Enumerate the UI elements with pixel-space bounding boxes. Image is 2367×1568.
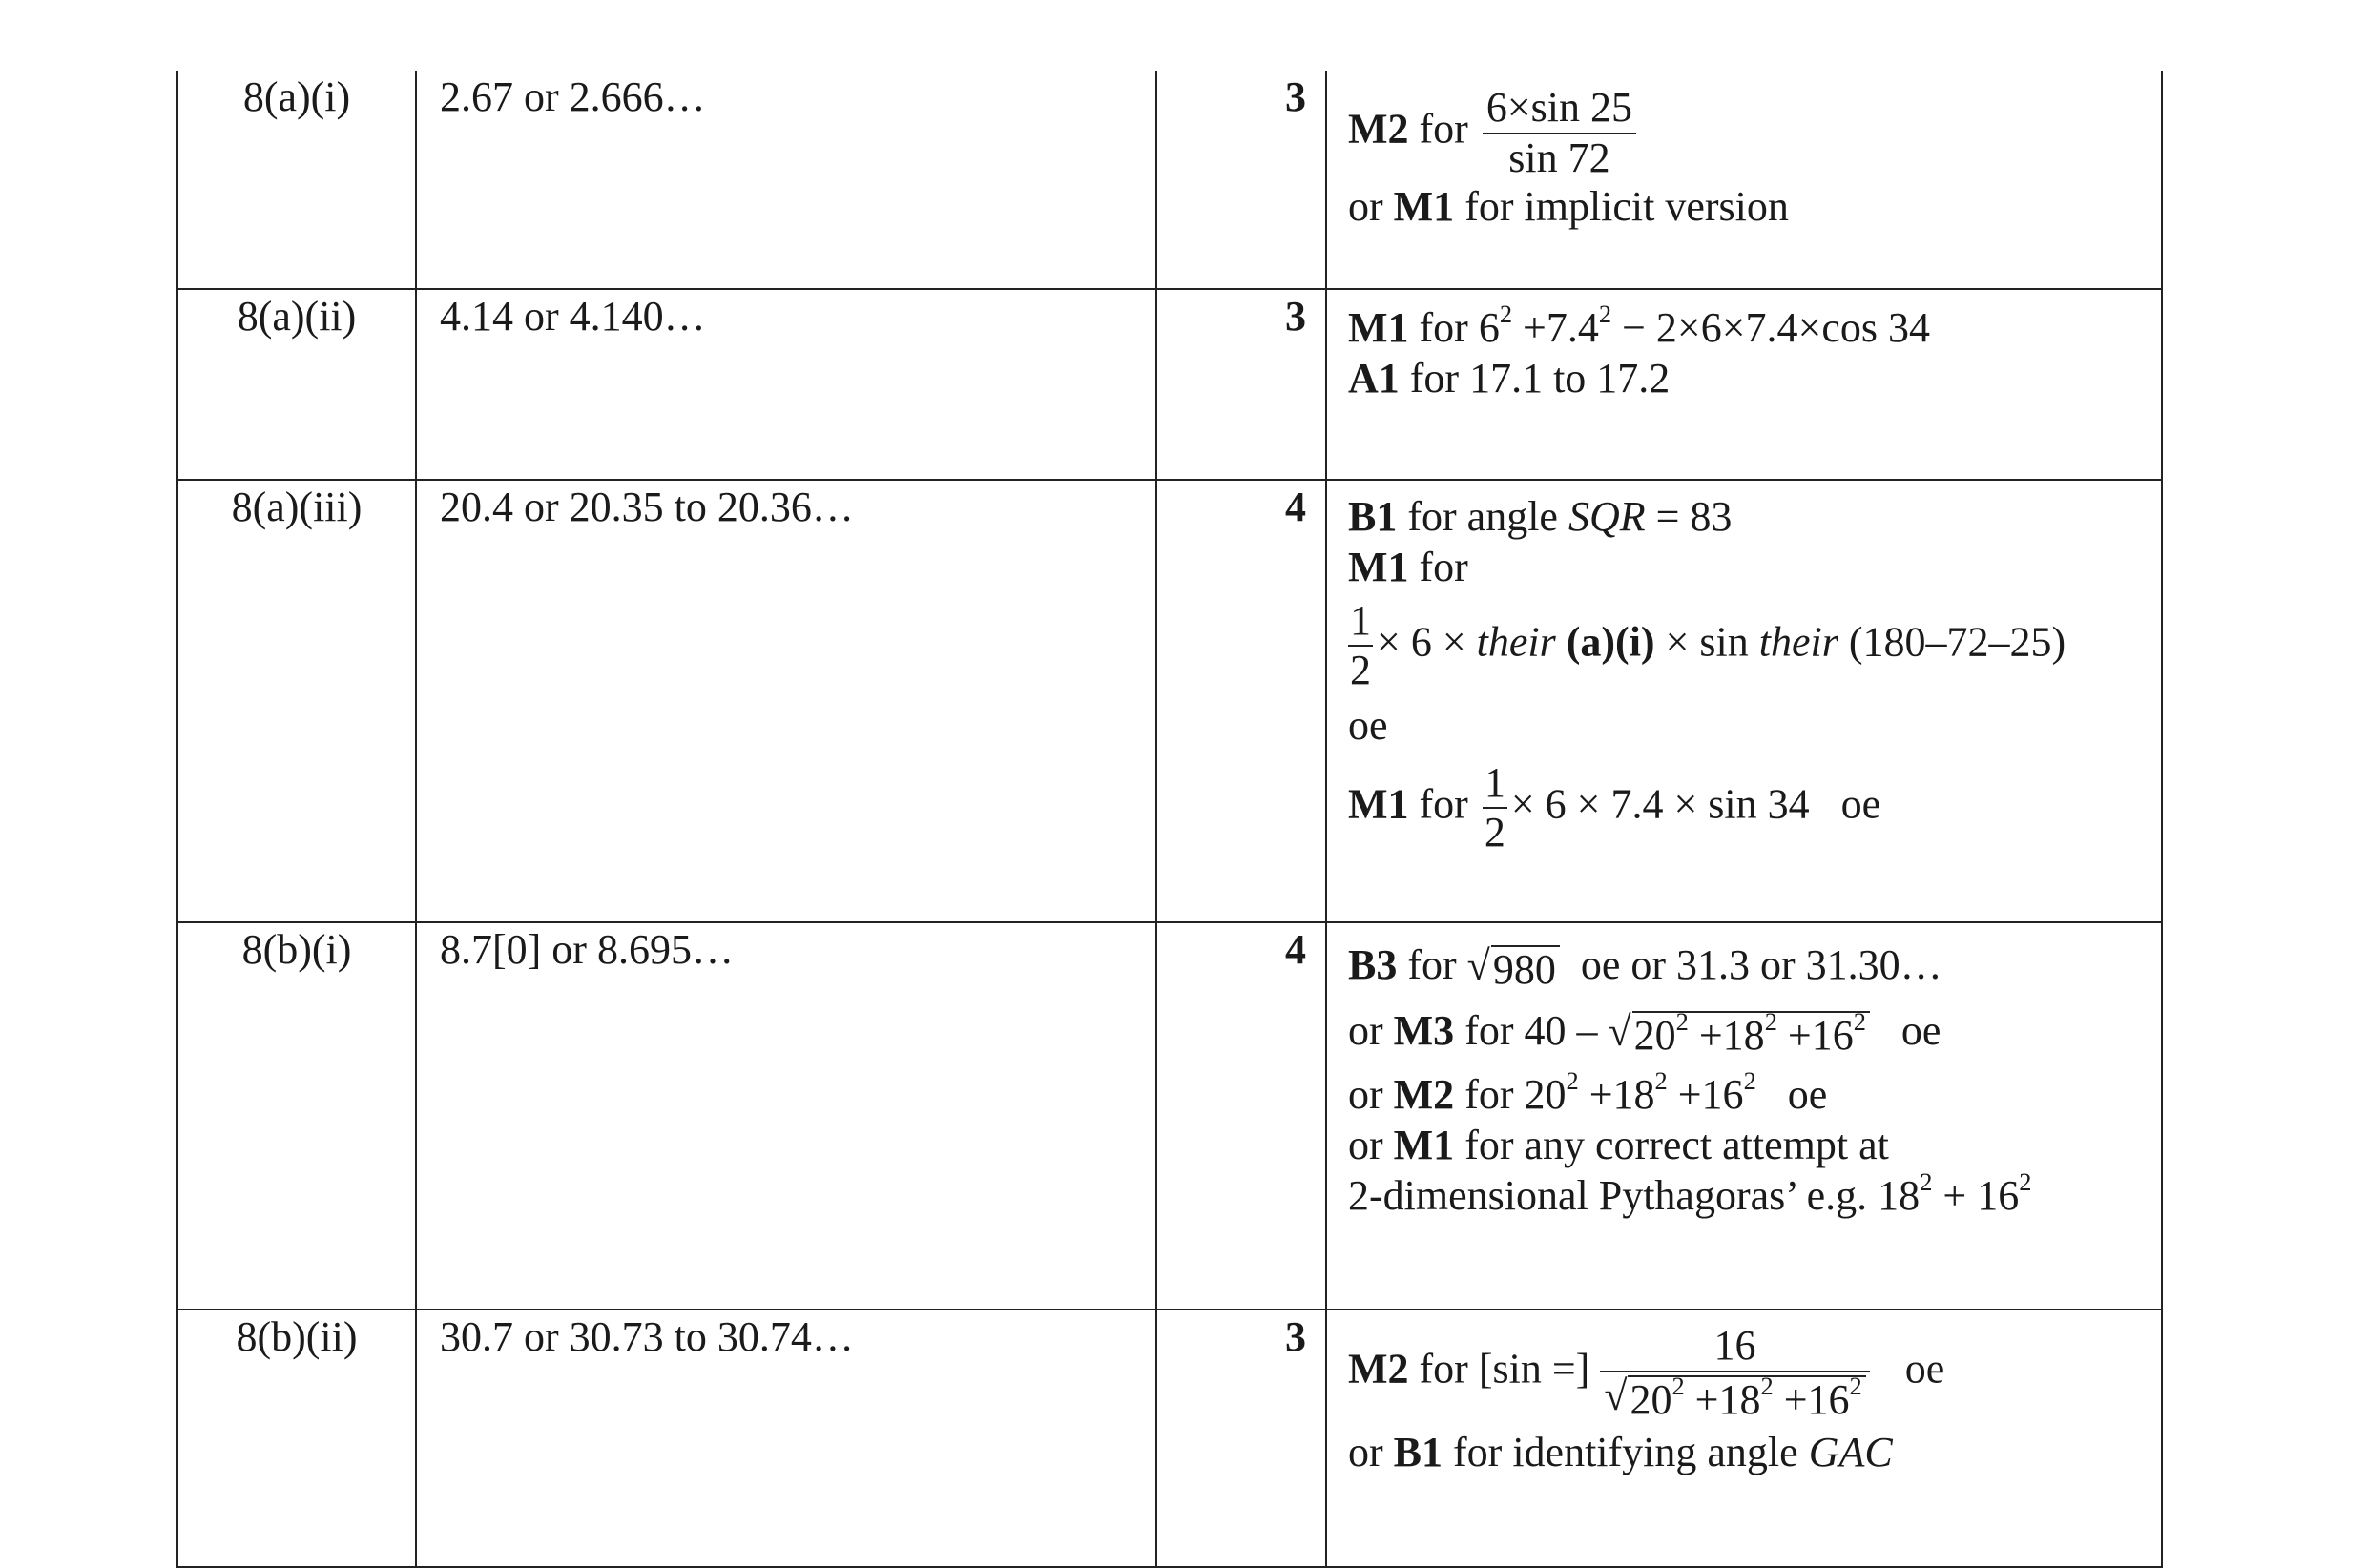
- exponent: 2: [1853, 1007, 1866, 1036]
- guidance-text: or: [1348, 1007, 1383, 1055]
- guidance-text: oe: [1904, 1345, 1945, 1393]
- guidance-line: [1348, 354, 2151, 404]
- question-number: 8(a)(iii): [177, 480, 416, 922]
- guidance-text: for angle: [1407, 493, 1558, 540]
- guidance-line: [1348, 492, 2151, 543]
- question-number: 8(b)(ii): [177, 1310, 416, 1567]
- guidance-text: or: [1348, 183, 1383, 231]
- table-row: [177, 922, 2162, 1310]
- question-number: 8(a)(ii): [177, 289, 416, 480]
- mark-code: A1: [1348, 354, 1400, 402]
- mark-code: B3: [1348, 941, 1398, 988]
- guidance-text: oe: [1348, 701, 1388, 749]
- numerator: 1: [1483, 759, 1507, 810]
- exponent: 2: [1499, 299, 1513, 329]
- guidance-text: 2-dimensional Pythagoras’ e.g. 18: [1348, 1171, 1921, 1219]
- guidance-line: [1348, 182, 2151, 233]
- answer: 4.14 or 4.140…: [416, 289, 1156, 480]
- table-row: [177, 71, 2162, 289]
- mark-code: B1: [1348, 493, 1398, 540]
- fraction: [1600, 1322, 1869, 1424]
- mark-code: M2: [1393, 1071, 1455, 1119]
- exponent: 2: [1566, 1066, 1579, 1096]
- guidance-text: for 17.1 to 17.2: [1409, 354, 1671, 402]
- guidance-line: [1348, 1166, 2151, 1222]
- exponent: 2: [1654, 1066, 1668, 1096]
- answer: 20.4 or 20.35 to 20.36…: [416, 480, 1156, 922]
- guidance-text: for 40 –: [1464, 1007, 1598, 1055]
- fraction: [1348, 597, 1373, 695]
- mark-code: M1: [1393, 183, 1455, 231]
- guidance-line: [1348, 299, 2151, 354]
- guidance-text: for: [1419, 543, 1468, 590]
- mark-code: M2: [1348, 105, 1409, 153]
- square-root: √ $20^2 +18^2 +16^2$: [1609, 1011, 1870, 1059]
- table-row: [177, 289, 2162, 480]
- guidance: [1326, 289, 2162, 480]
- guidance-text: for: [1419, 780, 1468, 828]
- expr-part: 6: [1478, 304, 1500, 351]
- guidance-line: [1348, 940, 2151, 993]
- square-root: √ $20^2 +18^2 +16^2$: [1604, 1375, 1865, 1423]
- numerator: 16: [1600, 1322, 1869, 1372]
- table-row: [177, 1310, 2162, 1567]
- guidance-text: for: [1464, 1071, 1514, 1119]
- exponent: 2: [1764, 1007, 1777, 1036]
- expr-part: 20: [1524, 1071, 1567, 1119]
- radicand: [1632, 1007, 1870, 1059]
- denominator: 2: [1484, 809, 1505, 856]
- expr-part: +18: [1688, 1011, 1765, 1059]
- mark-code: M1: [1348, 543, 1409, 590]
- guidance-line: [1348, 1121, 2151, 1171]
- guidance-line: [1348, 1428, 2151, 1478]
- exponent: 2: [1743, 1066, 1756, 1096]
- pythagoras-expression: [1524, 1066, 1756, 1119]
- expr-part: (180–72–25): [1848, 618, 2066, 666]
- guidance: [1326, 71, 2162, 289]
- guidance-text: oe: [1900, 1007, 1941, 1055]
- exponent: 2: [1675, 1007, 1689, 1036]
- guidance-text: for identifying angle: [1453, 1428, 1798, 1475]
- guidance-line: [1348, 597, 2151, 695]
- expr-part: × 6 × 7.4 × sin 34: [1510, 780, 1810, 828]
- guidance-text: or: [1348, 1121, 1383, 1168]
- denominator: [1600, 1372, 1869, 1424]
- guidance-text: oe: [1840, 780, 1881, 828]
- expr-part: +18: [1578, 1071, 1655, 1119]
- expr-part: × 6 ×: [1377, 618, 1466, 666]
- numerator: 1: [1348, 597, 1373, 648]
- cosine-rule-expression: [1478, 299, 1930, 351]
- angle-value: = 83: [1645, 493, 1733, 540]
- fraction: [1483, 759, 1507, 857]
- guidance: [1326, 1310, 2162, 1567]
- guidance-text: oe: [1787, 1071, 1828, 1119]
- expr-part: +7.4: [1512, 304, 1599, 351]
- guidance: [1326, 480, 2162, 922]
- expr-part: +16: [1667, 1071, 1744, 1119]
- exponent: 2: [1849, 1372, 1862, 1401]
- expr-part: their: [1476, 618, 1556, 666]
- guidance-line: [1348, 1006, 2151, 1059]
- guidance-text: for: [1419, 304, 1468, 351]
- exponent: 2: [2019, 1166, 2032, 1196]
- expr-part: × sin: [1665, 618, 1749, 666]
- expr-part: 20: [1633, 1011, 1676, 1059]
- radicand: [1628, 1372, 1865, 1424]
- expr-part: 20: [1630, 1376, 1672, 1424]
- guidance-line: [1348, 543, 2151, 593]
- angle-name: GAC: [1808, 1428, 1893, 1475]
- guidance-text: or: [1348, 1071, 1383, 1119]
- answer: 8.7[0] or 8.695…: [416, 922, 1156, 1310]
- question-number: 8(a)(i): [177, 71, 416, 289]
- guidance-line: [1348, 701, 2151, 752]
- expr-part: +18: [1684, 1376, 1761, 1424]
- expr-part: +16: [1776, 1011, 1854, 1059]
- exponent: 2: [1598, 299, 1612, 329]
- radicand: 980: [1491, 945, 1560, 993]
- denominator: sin 72: [1508, 134, 1610, 181]
- mark-scheme-table: [176, 71, 2163, 1568]
- answer: 2.67 or 2.666…: [416, 71, 1156, 289]
- guidance-line: [1348, 84, 2151, 182]
- guidance-line: [1348, 1066, 2151, 1121]
- marks: 3: [1156, 1310, 1326, 1567]
- numerator: 6×sin 25: [1483, 84, 1636, 134]
- expr-part: − 2×6×7.4×cos 34: [1611, 304, 1930, 351]
- exponent: 2: [1671, 1372, 1685, 1401]
- guidance-text: for any correct attempt at: [1464, 1121, 1889, 1168]
- guidance-text: for: [1419, 105, 1468, 153]
- marks: 4: [1156, 922, 1326, 1310]
- guidance-text: for implicit version: [1464, 183, 1789, 231]
- expr-part: (a)(i): [1566, 618, 1655, 666]
- guidance: [1326, 922, 2162, 1310]
- angle-name: SQR: [1568, 493, 1646, 540]
- marks: 3: [1156, 289, 1326, 480]
- guidance-text: oe or 31.3 or 31.30…: [1580, 941, 1942, 988]
- square-root: √ 980: [1467, 945, 1560, 993]
- fraction: [1483, 84, 1636, 182]
- question-number: 8(b)(i): [177, 922, 416, 1310]
- mark-code: M1: [1348, 304, 1409, 351]
- expr-part: their: [1758, 618, 1838, 666]
- guidance-text: or: [1348, 1428, 1383, 1475]
- expr-part: +16: [1773, 1376, 1850, 1424]
- mark-code: M3: [1393, 1007, 1455, 1055]
- denominator: 2: [1350, 647, 1371, 694]
- guidance-text: for [sin =]: [1419, 1345, 1590, 1393]
- table-row: [177, 480, 2162, 922]
- mark-code: M1: [1393, 1121, 1455, 1168]
- marks: 4: [1156, 480, 1326, 922]
- mark-code: M2: [1348, 1345, 1409, 1393]
- mark-code: M1: [1348, 780, 1409, 828]
- mark-code: B1: [1393, 1428, 1443, 1475]
- expr-part: + 16: [1932, 1171, 2020, 1219]
- exponent: 2: [1920, 1166, 1933, 1196]
- guidance-line: [1348, 1322, 2151, 1424]
- answer: 30.7 or 30.73 to 30.74…: [416, 1310, 1156, 1567]
- marks: 3: [1156, 71, 1326, 289]
- exponent: 2: [1760, 1372, 1774, 1401]
- guidance-text: for: [1407, 941, 1457, 988]
- guidance-line: [1348, 759, 2151, 857]
